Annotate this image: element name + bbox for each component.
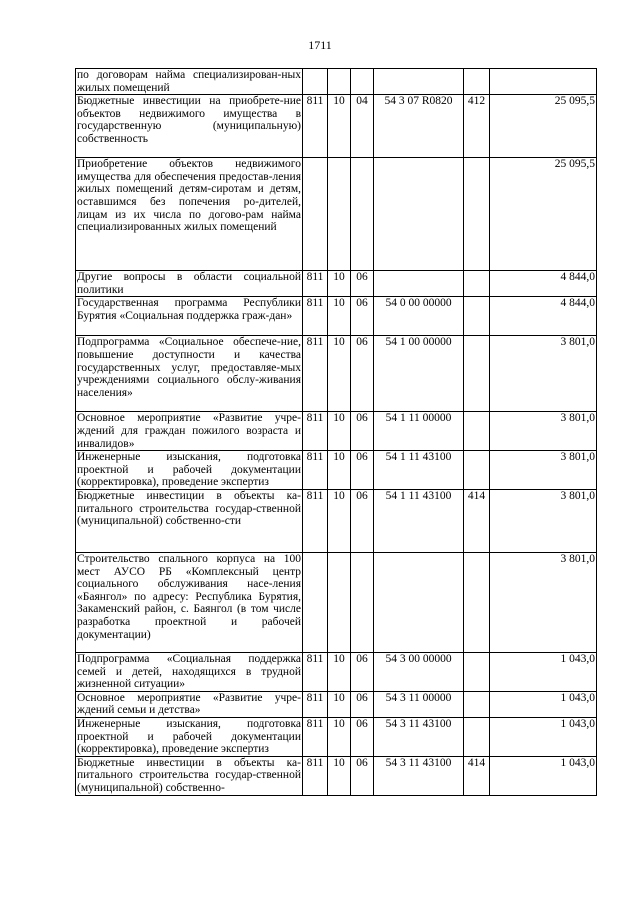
budget-table-body: [76, 69, 597, 796]
row-section-code: [328, 552, 351, 652]
row-subsection-code: 06: [351, 717, 374, 756]
row-target-article: 54 1 11 00000: [374, 412, 464, 451]
row-section-code: 10: [328, 451, 351, 490]
table-row: [76, 652, 597, 691]
row-target-article: 54 3 11 00000: [374, 691, 464, 717]
row-ved-code: 811: [303, 489, 328, 552]
row-expense-type: 412: [464, 95, 490, 158]
table-row: [76, 271, 597, 297]
row-expense-type: [464, 271, 490, 297]
row-subsection-code: 06: [351, 451, 374, 490]
row-ved-code: [303, 552, 328, 652]
row-subsection-code: 06: [351, 297, 374, 336]
row-name: Строительство спального корпуса на 100 мест АУСО РБ «Комплексный центр социального обслуживания насе-ления «Баянгол» по адресу: Республика Бурятия, Закаменский район, с. Баянгол (в том числе разработка проектной и рабочей документации): [76, 552, 303, 652]
row-amount: 3 801,0: [490, 451, 597, 490]
row-subsection-code: 06: [351, 652, 374, 691]
row-ved-code: [303, 158, 328, 271]
row-target-article: 54 1 11 43100: [374, 489, 464, 552]
row-subsection-code: [351, 69, 374, 95]
row-ved-code: 811: [303, 412, 328, 451]
row-subsection-code: 06: [351, 756, 374, 795]
row-name: Основное мероприятие «Развитие учре-ждений семьи и детства»: [77, 691, 301, 717]
row-name: Подпрограмма «Социальное обеспече-ние, повышение доступности и качества государственных услуг, предоставляе-мых учреждениями социального обслу-живания населения»: [76, 336, 303, 412]
row-amount: 4 844,0: [490, 271, 597, 297]
row-expense-type: [464, 297, 490, 336]
row-amount: 3 801,0: [490, 336, 597, 412]
row-expense-type: [464, 69, 490, 95]
row-subsection-code: [351, 158, 374, 271]
row-ved-code: 811: [303, 691, 328, 717]
row-section-code: 10: [328, 95, 351, 158]
row-name: Бюджетные инвестиции в объекты ка-питального строительства государ-ственной (муниципальной) собственно-сти: [76, 489, 303, 552]
table-row: [76, 717, 597, 756]
row-amount: 1 043,0: [490, 717, 597, 756]
row-subsection-code: 04: [351, 95, 374, 158]
row-name: Другие вопросы в области социальной политики: [77, 271, 301, 296]
row-ved-code: 811: [303, 756, 328, 795]
table-row: [76, 451, 597, 490]
row-target-article: [374, 271, 464, 297]
table-row: [76, 336, 597, 412]
row-ved-code: 811: [303, 95, 328, 158]
row-name: Подпрограмма «Социальная поддержка семей и детей, находящихся в трудной жизненной ситуации»: [77, 652, 301, 691]
row-name: Основное мероприятие «Развитие учре-ждений для граждан пожилого возраста и инвалидов»: [77, 412, 301, 450]
row-section-code: 10: [328, 756, 351, 795]
row-amount: 4 844,0: [490, 297, 597, 336]
row-target-article: 54 1 00 00000: [374, 336, 464, 412]
row-target-article: 54 0 00 00000: [374, 297, 464, 336]
row-amount: 25 095,5: [490, 95, 597, 158]
row-target-article: 54 3 07 R0820: [374, 95, 464, 158]
row-expense-type: 414: [464, 756, 490, 795]
table-row: [76, 412, 597, 451]
row-ved-code: 811: [303, 336, 328, 412]
row-amount: 3 801,0: [490, 552, 597, 652]
row-name: Бюджетные инвестиции на приобрете-ние объектов недвижимого имущества в государственную (муниципальную) собственность: [76, 95, 303, 158]
row-section-code: 10: [328, 691, 351, 717]
row-expense-type: [464, 451, 490, 490]
row-expense-type: [464, 336, 490, 412]
row-target-article: [374, 158, 464, 271]
row-section-code: [328, 158, 351, 271]
row-expense-type: 414: [464, 489, 490, 552]
row-amount: 25 095,5: [490, 158, 597, 271]
row-amount: 3 801,0: [490, 412, 597, 451]
table-row: [76, 297, 597, 336]
table-row: [76, 69, 597, 95]
row-target-article: [374, 552, 464, 652]
row-section-code: 10: [328, 412, 351, 451]
table-row: [76, 691, 597, 717]
row-target-article: 54 3 00 00000: [374, 652, 464, 691]
row-target-article: 54 3 11 43100: [374, 717, 464, 756]
row-ved-code: 811: [303, 652, 328, 691]
row-amount: 1 043,0: [490, 756, 597, 795]
row-subsection-code: 06: [351, 691, 374, 717]
row-section-code: 10: [328, 717, 351, 756]
row-expense-type: [464, 158, 490, 271]
row-name: Приобретение объектов недвижимого имущества для обеспечения предостав-ления жилых помещений детям-сиротам и детям, оставшимся без попечения ро-дителей, лицам из их числа по догово-рам найма специализированных жилых помещений: [76, 158, 303, 271]
row-section-code: 10: [328, 652, 351, 691]
row-section-code: 10: [328, 489, 351, 552]
row-expense-type: [464, 412, 490, 451]
row-expense-type: [464, 652, 490, 691]
row-amount: 1 043,0: [490, 691, 597, 717]
row-ved-code: [303, 69, 328, 95]
row-section-code: 10: [328, 271, 351, 297]
table-row: [76, 756, 597, 795]
row-name: по договорам найма специализирован-ных жилых помещений: [77, 69, 301, 94]
row-subsection-code: 06: [351, 412, 374, 451]
row-target-article: 54 1 11 43100: [374, 451, 464, 490]
budget-table: [75, 68, 597, 796]
page-number: 1711: [308, 38, 332, 52]
row-subsection-code: 06: [351, 489, 374, 552]
row-subsection-code: 06: [351, 336, 374, 412]
row-amount: [490, 69, 597, 95]
row-ved-code: 811: [303, 717, 328, 756]
row-amount: 1 043,0: [490, 652, 597, 691]
row-name: Государственная программа Республики Бурятия «Социальная поддержка граж-дан»: [76, 297, 303, 336]
row-section-code: [328, 69, 351, 95]
row-ved-code: 811: [303, 271, 328, 297]
row-ved-code: 811: [303, 451, 328, 490]
row-expense-type: [464, 717, 490, 756]
table-row: [76, 489, 597, 552]
row-subsection-code: 06: [351, 271, 374, 297]
row-target-article: 54 3 11 43100: [374, 756, 464, 795]
row-subsection-code: [351, 552, 374, 652]
table-row: [76, 552, 597, 652]
row-name: Инженерные изыскания, подготовка проектной и рабочей документации (корректировка), проведение экспертиз: [77, 717, 301, 756]
table-row: [76, 158, 597, 271]
row-name: Бюджетные инвестиции в объекты ка-питального строительства государ-ственной (муниципальной) собственно-: [77, 756, 301, 794]
row-expense-type: [464, 552, 490, 652]
row-expense-type: [464, 691, 490, 717]
table-row: [76, 95, 597, 158]
row-target-article: [374, 69, 464, 95]
row-amount: 3 801,0: [490, 489, 597, 552]
row-section-code: 10: [328, 297, 351, 336]
row-name: Инженерные изыскания, подготовка проектной и рабочей документации (корректировка), проведение экспертиз: [77, 451, 301, 489]
row-ved-code: 811: [303, 297, 328, 336]
row-section-code: 10: [328, 336, 351, 412]
